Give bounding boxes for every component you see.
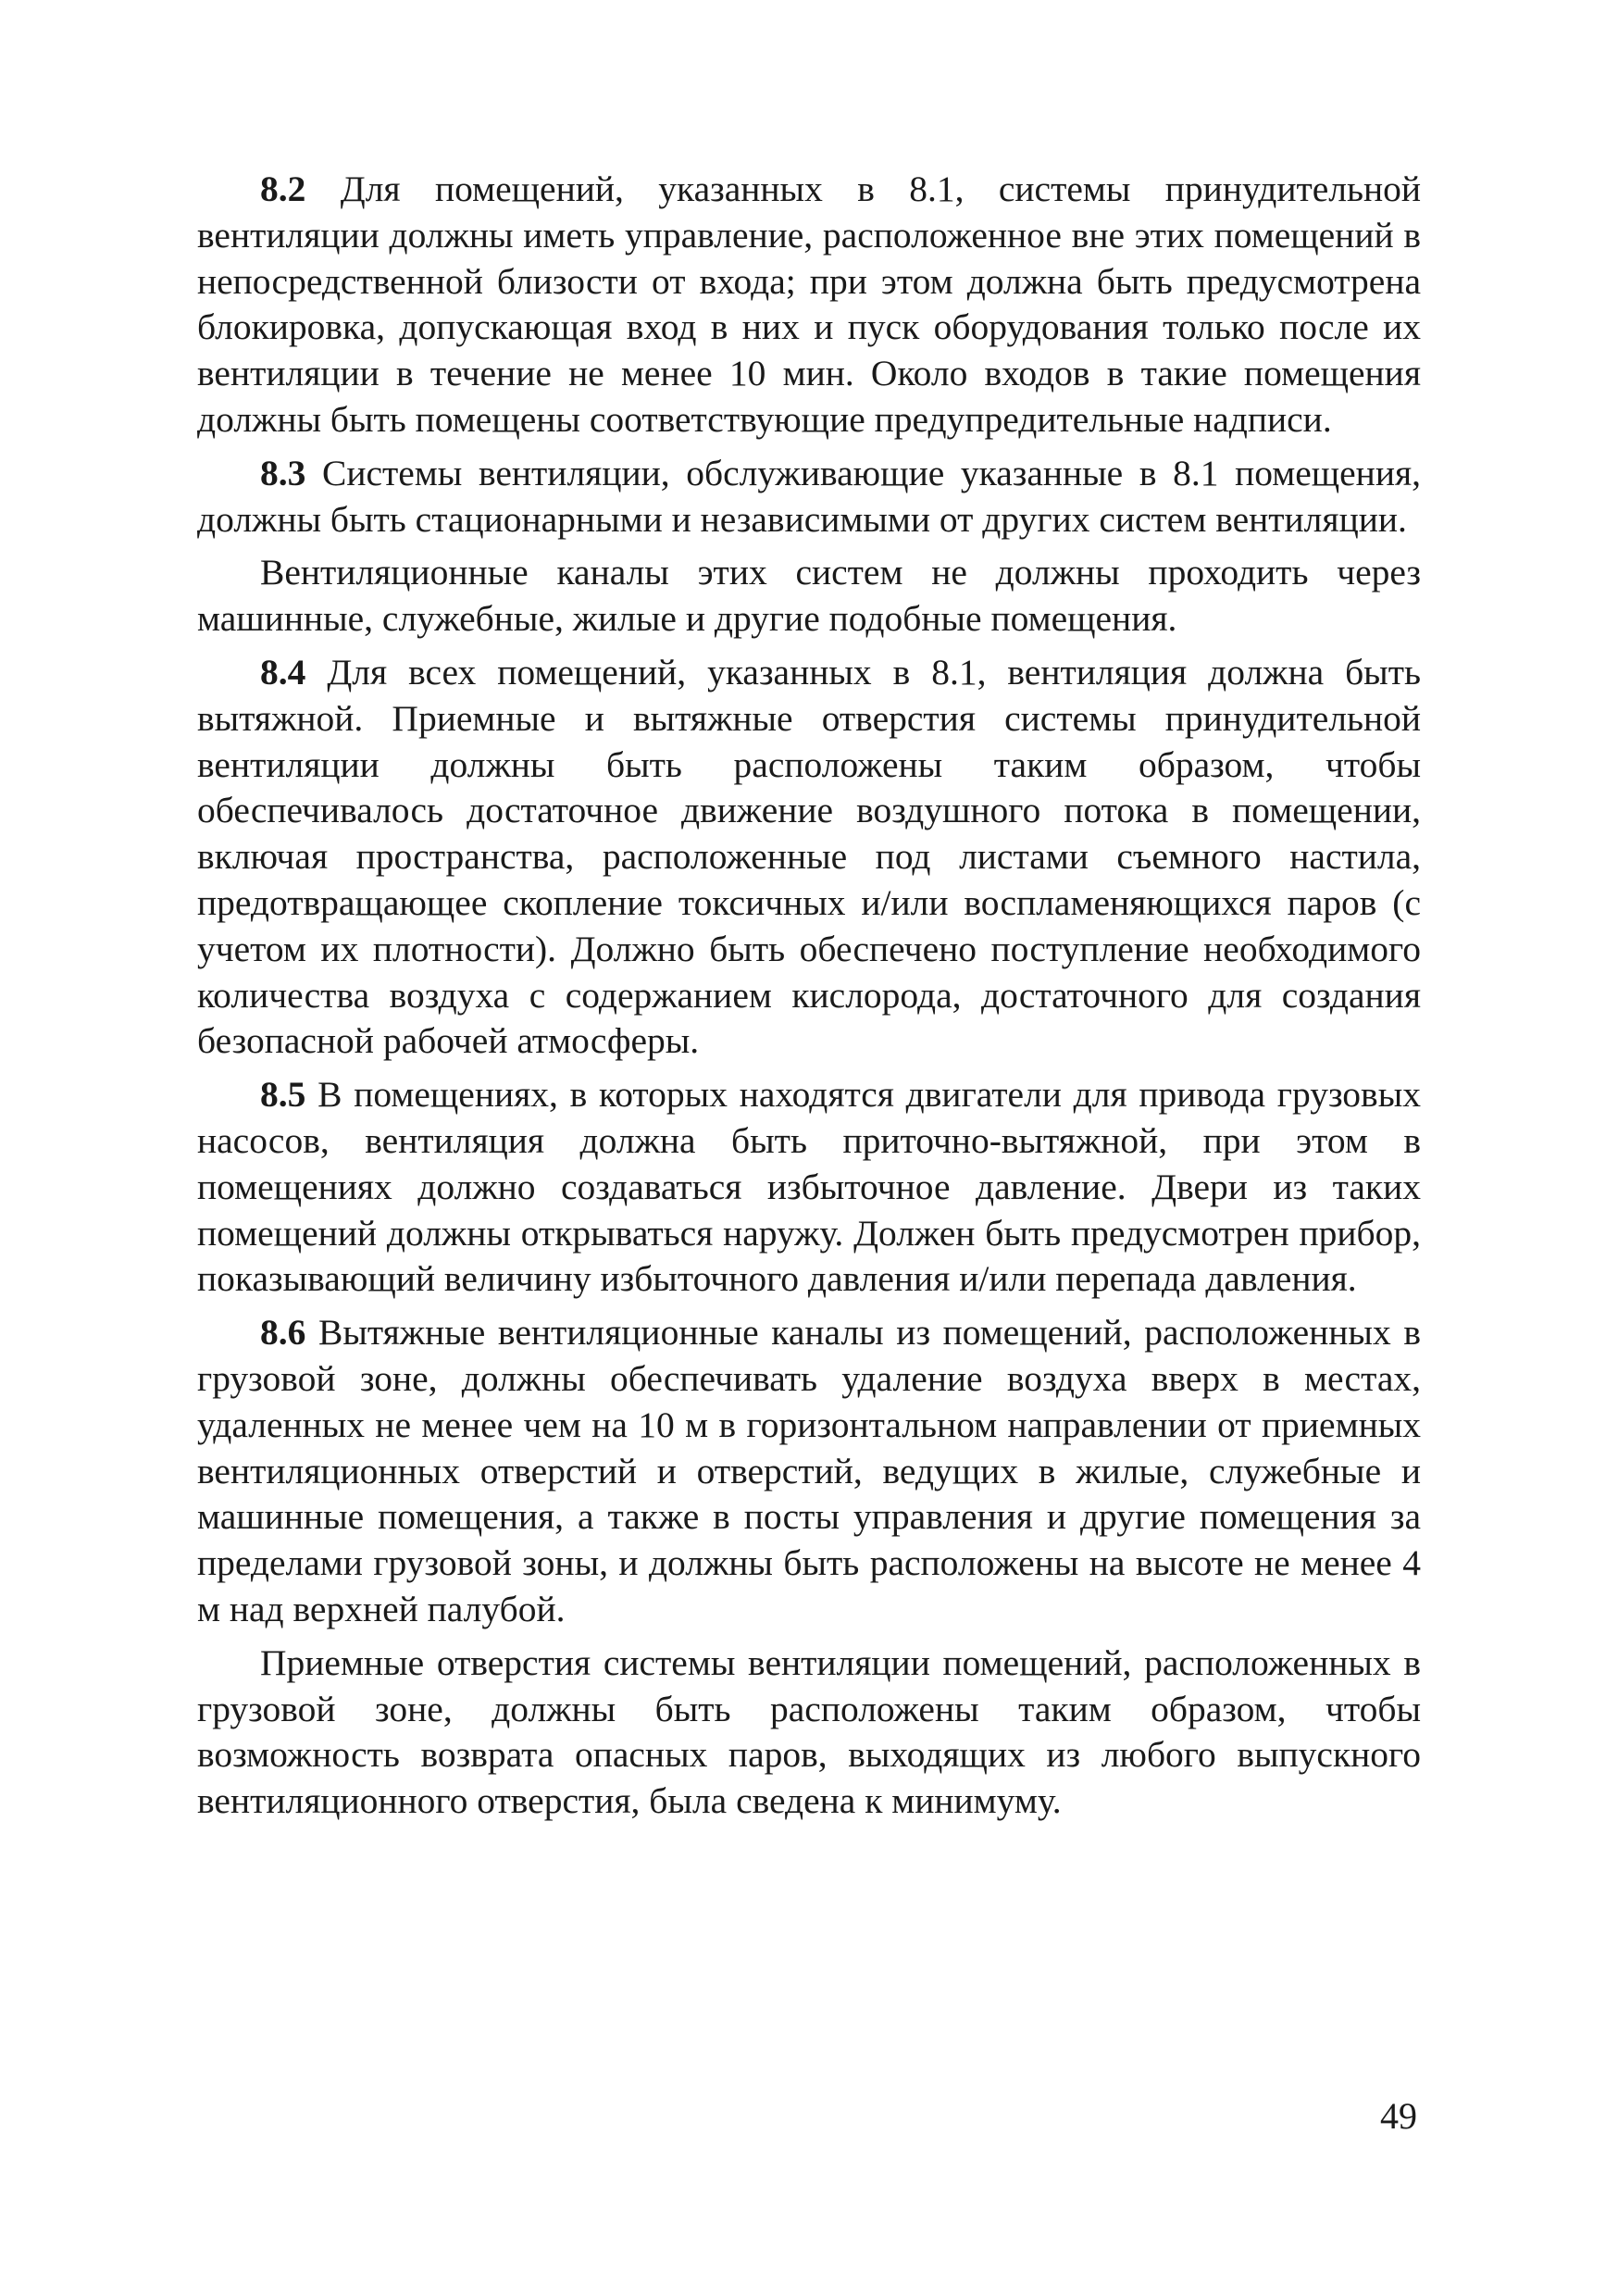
paragraph-8-2: [197, 167, 1421, 443]
paragraph-text: Для помещений, указанных в 8.1, системы принудительной вентиляции должны иметь управление, расположенное вне этих помещений в непосредственной близости от входа; при этом должна быть предусмотрена блокировка, допускающая вход в них и пуск оборудования только после их вентиляции в течение не менее 10 мин. Около входов в такие помещения должны быть помещены соответствующие предупредительные надписи.: [197, 168, 1422, 440]
paragraph-8-3: [197, 451, 1421, 543]
paragraph-text: Для всех помещений, указанных в 8.1, вентиляция должна быть вытяжной. Приемные и вытяжные отверстия системы принудительной вентиляции должны быть расположены таким образом, чтобы обеспечивалось достаточное движение воздушного потока в помещении, включая пространства, расположенные под листами съемного настила, предотвращающее скопление токсичных и/или воспламеняющихся паров (с учетом их плотности). Должно быть обеспечено поступление необходимого количества воздуха с содержанием кислорода, достаточного для создания безопасной рабочей атмосферы.: [197, 651, 1421, 1062]
page-number: 49: [1380, 2095, 1417, 2137]
clause-number: 8.6: [260, 1312, 306, 1354]
paragraph-text: Вытяжные вентиляционные каналы из помещений, расположенных в грузовой зоне, должны обеспечивать удаление воздуха вверх в местах, удаленных не менее чем на 10 м в горизонтальном направлении от приемных вентиляционных отверстий и отверстий, ведущих в жилые, служебные и машинные помещения, а также в посты управления и другие помещения за пределами грузовой зоны, и должны быть расположены на высоте не менее 4 м над верхней палубой.: [197, 1312, 1421, 1629]
paragraph-text: Системы вентиляции, обслуживающие указанные в 8.1 помещения, должны быть стационарными и независимыми от других систем вентиляции.: [197, 452, 1422, 540]
paragraph-8-5: [197, 1072, 1421, 1303]
document-body: [197, 167, 1421, 1825]
paragraph-text: В помещениях, в которых находятся двигатели для привода грузовых насосов, вентиляция должна быть приточно-вытяжной, при этом в помещениях должно создаваться избыточное давление. Двери из таких помещений должны открываться наружу. Должен быть предусмотрен прибор, показывающий величину избыточного давления и/или перепада давления.: [197, 1074, 1422, 1300]
clause-number: 8.5: [260, 1074, 306, 1116]
paragraph-text: Приемные отверстия системы вентиляции помещений, расположенных в грузовой зоне, должны быть расположены таким образом, чтобы возможность возврата опасных паров, выходящих из любого выпускного вентиляционного отверстия, была сведена к минимуму.: [197, 1641, 1421, 1822]
paragraph-8-3-continued: [197, 550, 1421, 643]
paragraph-8-6: [197, 1310, 1421, 1633]
clause-number: 8.3: [260, 452, 306, 493]
clause-number: 8.2: [260, 168, 306, 209]
paragraph-text: Вентиляционные каналы этих систем не должны проходить через машинные, служебные, жилые и другие подобные помещения.: [197, 552, 1421, 640]
paragraph-8-6-continued: [197, 1641, 1421, 1825]
clause-number: 8.4: [260, 651, 306, 693]
paragraph-8-4: [197, 650, 1421, 1065]
